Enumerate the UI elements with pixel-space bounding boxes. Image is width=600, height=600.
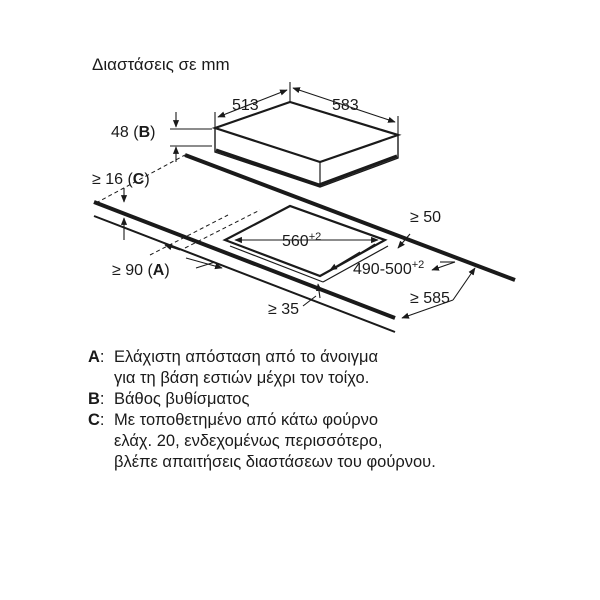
legend-item-c: C: Με τοποθετημένο από κάτω φούρνο ελάχ. 20, ενδεχομένως περισσότερο, βλέπε απαιτήσεις διαστάσεων του φούρνου. (88, 411, 436, 471)
rear-clearance-label: ≥ 50 (410, 209, 442, 226)
hob-outline (215, 102, 398, 187)
embed-depth-label: 48 (B) (111, 124, 156, 141)
gap-a-label: ≥ 90 (A) (112, 262, 170, 279)
legend (88, 347, 436, 473)
legend-item-a: A: Ελάχιστη απόσταση από το άνοιγμα για τη βάση εστιών μέχρι τον τοίχο. (88, 348, 379, 387)
legend-text: Βάθος βυθίσματος (114, 390, 250, 408)
gap-c-label: ≥ 16 (C) (92, 171, 150, 188)
page-title: Διαστάσεις σε mm (92, 55, 230, 74)
hob-depth-label: 513 (232, 97, 259, 114)
front-clearance-label: ≥ 35 (268, 301, 300, 318)
hob-width-label: 583 (332, 97, 359, 114)
cutout-depth-label: $490-500^{+2}$ (353, 259, 425, 278)
legend-item-b: B: Βάθος βυθίσματος (88, 390, 250, 408)
legend-text: Με τοποθετημένο από κάτω φούρνο ελάχ. 20, ενδεχομένως περισσότερο, βλέπε απαιτήσεις διαστάσεων του φούρνου. (114, 411, 436, 471)
cutout-width-label: $560^{+2}$ (282, 231, 322, 250)
legend-text: Ελάχιστη απόσταση από το άνοιγμα για τη βάση εστιών μέχρι τον τοίχο. (114, 348, 379, 387)
worktop-depth-label: ≥ 585 (410, 290, 450, 307)
